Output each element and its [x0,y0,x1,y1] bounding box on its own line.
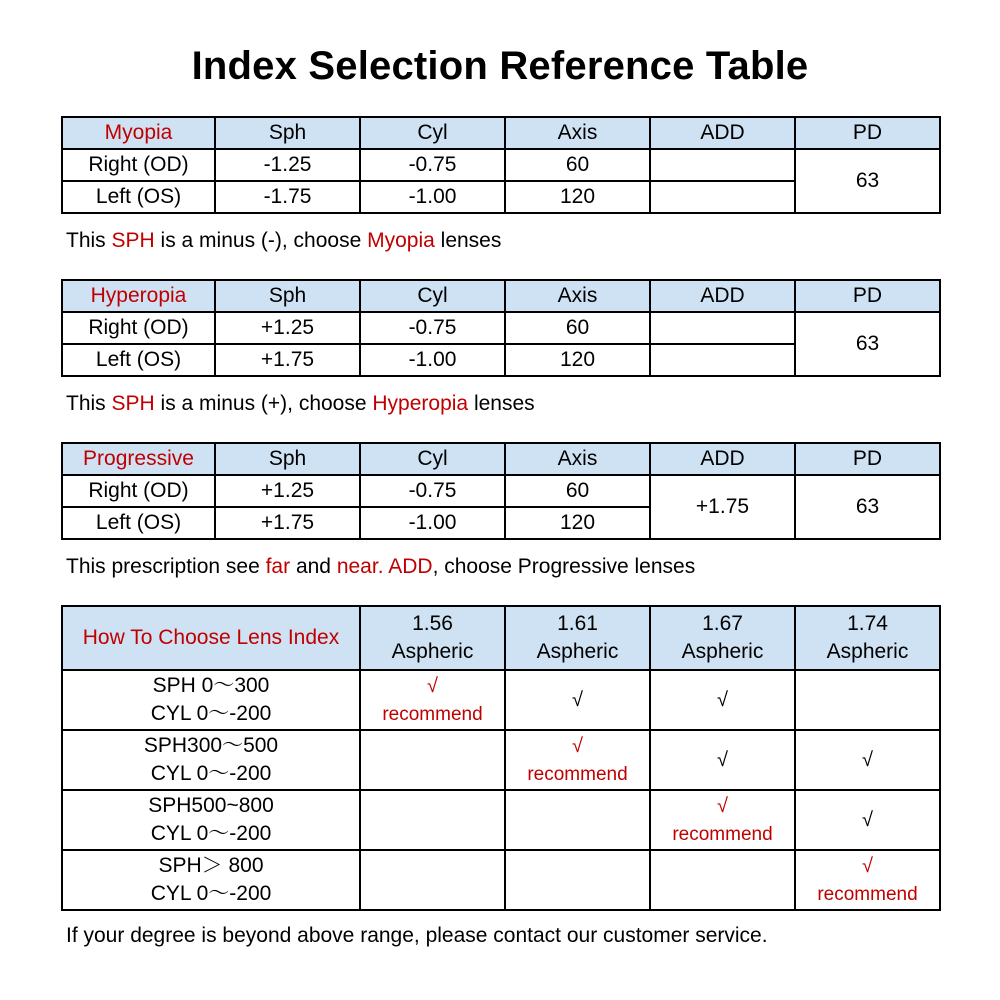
check-cell [650,670,795,730]
index-col: 1.67 Aspheric [650,606,795,670]
axis-value: 60 [505,475,650,507]
col-sph: Sph [215,443,360,475]
check-icon: √ [572,689,583,711]
page-title: Index Selection Reference Table [191,44,809,88]
index-col: 1.56 Aspheric [360,606,505,670]
col-axis: Axis [505,280,650,312]
index-col: 1.74 Aspheric [795,606,940,670]
add-value [650,149,795,181]
check-cell [795,790,940,850]
cyl-value: -0.75 [360,149,505,181]
sph-value: +1.25 [215,312,360,344]
empty-cell [360,850,505,910]
col-add: ADD [650,280,795,312]
check-cell [650,730,795,790]
check-icon: √ [717,794,728,817]
table-header-row [62,606,940,670]
col-add: ADD [650,117,795,149]
recommend-cell: √ recommend [650,790,795,850]
sph-value: -1.75 [215,181,360,213]
myopia-label: Myopia [62,117,215,149]
footer-note: If your degree is beyond above range, please contact our customer service. [66,924,768,947]
range-label: SPH300～500 CYL 0～-200 [62,730,360,790]
table-row [62,312,940,344]
table-header-row [62,117,940,149]
empty-cell [505,790,650,850]
cyl-value: -1.00 [360,344,505,376]
empty-cell [795,670,940,730]
col-pd: PD [795,443,940,475]
empty-cell [360,790,505,850]
row-label: Right (OD) [62,149,215,181]
myopia-table [61,116,941,214]
table-row [62,850,940,910]
check-cell [795,730,940,790]
empty-cell [650,850,795,910]
axis-value: 60 [505,149,650,181]
hyperopia-note: This SPH is a minus (+), choose Hyperopia lenses [66,392,535,415]
lens-index-header: How To Choose Lens Index [62,606,360,670]
myopia-note: This SPH is a minus (-), choose Myopia lenses [66,229,502,252]
check-icon: √ [862,749,873,771]
table-header-row [62,280,940,312]
add-value [650,181,795,213]
cyl-value: -1.00 [360,181,505,213]
col-sph: Sph [215,117,360,149]
row-label: Left (OS) [62,344,215,376]
sph-value: +1.75 [215,344,360,376]
check-icon: √ [717,689,728,711]
cyl-value: -1.00 [360,507,505,539]
col-pd: PD [795,117,940,149]
col-pd: PD [795,280,940,312]
table-row [62,730,940,790]
col-cyl: Cyl [360,280,505,312]
check-icon: √ [427,674,438,697]
hyperopia-label: Hyperopia [62,280,215,312]
check-icon: √ [862,809,873,831]
table-row [62,149,940,181]
row-label: Left (OS) [62,181,215,213]
add-value [650,312,795,344]
add-value [650,344,795,376]
pd-value: 63 [795,149,940,213]
check-icon: √ [572,734,583,757]
recommend-cell: √ recommend [360,670,505,730]
row-label: Right (OD) [62,475,215,507]
range-label: SPH500~800 CYL 0～-200 [62,790,360,850]
table-header-row [62,443,940,475]
col-axis: Axis [505,443,650,475]
range-label: SPH＞ 800 CYL 0～-200 [62,850,360,910]
range-label: SPH 0～300 CYL 0～-200 [62,670,360,730]
empty-cell [360,730,505,790]
col-add: ADD [650,443,795,475]
row-label: Right (OD) [62,312,215,344]
progressive-note: This prescription see far and near. ADD, choose Progressive lenses [66,555,696,578]
col-cyl: Cyl [360,117,505,149]
recommend-cell: √ recommend [795,850,940,910]
cyl-value: -0.75 [360,312,505,344]
table-row [62,790,940,850]
table-row [62,475,940,507]
pd-value: 63 [795,475,940,539]
check-cell [505,670,650,730]
axis-value: 60 [505,312,650,344]
pd-value: 63 [795,312,940,376]
axis-value: 120 [505,507,650,539]
cyl-value: -0.75 [360,475,505,507]
col-cyl: Cyl [360,443,505,475]
col-axis: Axis [505,117,650,149]
lens-index-table [61,605,941,911]
check-icon: √ [862,854,873,877]
add-value: +1.75 [650,475,795,539]
table-row [62,670,940,730]
axis-value: 120 [505,181,650,213]
check-icon: √ [717,749,728,771]
row-label: Left (OS) [62,507,215,539]
progressive-table [61,442,941,540]
sph-value: +1.75 [215,507,360,539]
sph-value: +1.25 [215,475,360,507]
empty-cell [505,850,650,910]
recommend-cell: √ recommend [505,730,650,790]
col-sph: Sph [215,280,360,312]
index-col: 1.61 Aspheric [505,606,650,670]
progressive-label: Progressive [62,443,215,475]
hyperopia-table [61,279,941,377]
sph-value: -1.25 [215,149,360,181]
axis-value: 120 [505,344,650,376]
